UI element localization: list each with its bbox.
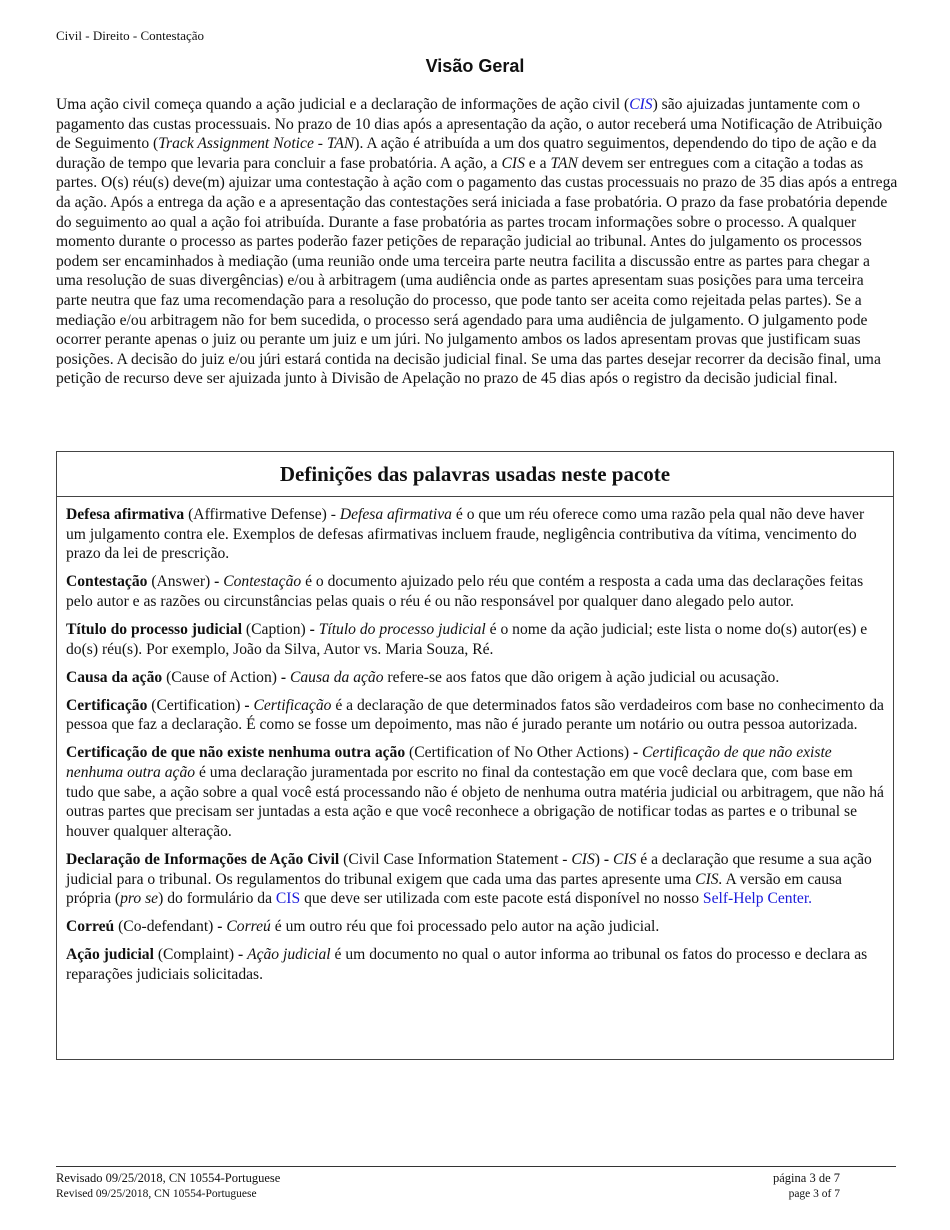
definition-term: Certificação de que não existe nenhuma outra ação xyxy=(66,744,406,762)
definition-english: (Answer) xyxy=(147,573,215,591)
page-title: Visão Geral xyxy=(425,56,525,76)
definition-text: que deve ser utilizada com este pacote está disponível no nosso xyxy=(300,890,703,908)
definition-english: (Cause of Action) xyxy=(162,668,281,686)
definition-italic: Defesa afirmativa xyxy=(339,506,452,523)
cis-term: CIS xyxy=(501,154,525,172)
definition-term: Título do processo judicial xyxy=(66,620,243,638)
definition-english: ) xyxy=(594,850,604,868)
definition-text: é o nome da ação judicial; este lista o nome do(s) autor(es) e do(s) réu(s). Por exemplo, João da Silva, Autor vs. Maria Souza, Ré. xyxy=(66,620,868,658)
definition-text: é um documento no qual o autor informa ao tribunal os fatos do processo e declara as reparações judiciais solicitadas. xyxy=(66,946,868,983)
overview-text: ) são ajuizadas juntamente com o pagamento das custas processuais. No prazo de 10 dias após a apresentação da ação, o autor receberá uma Notificação de Atribuição de Seguimento ( xyxy=(56,96,883,153)
definitions-heading: Definições das palavras usadas neste pacote xyxy=(57,452,893,497)
definition-english: (Caption) xyxy=(242,620,310,638)
definition-term: Defesa afirmativa xyxy=(66,506,185,523)
definition-italic: Contestação xyxy=(223,573,302,591)
definition-item xyxy=(66,696,884,735)
definition-italic: Ação judicial xyxy=(247,946,331,964)
definition-text: é um outro réu que foi processado pelo autor na ação judicial. xyxy=(270,918,660,936)
definition-item xyxy=(66,505,884,564)
footer-page-en: page 3 of 7 xyxy=(788,1188,840,1200)
definition-item xyxy=(66,743,884,841)
definition-italic: Correú xyxy=(226,918,271,936)
definition-item xyxy=(66,917,884,937)
self-help-center-link[interactable]: Self-Help Center. xyxy=(702,890,813,908)
definition-text: é o que um réu oferece como uma razão pela qual não deve haver um julgamento contra ele. Exemplos de defesas afirmativas incluem fraude, negligência contributiva da vítima, vencimento do prazo da lei de prescrição. xyxy=(66,506,865,563)
definition-text: ) do formulário da xyxy=(158,890,276,908)
definition-italic: Certificação de que não existe nenhuma outra ação xyxy=(66,744,832,782)
definition-item xyxy=(66,945,884,984)
cis-link[interactable]: CIS xyxy=(629,96,653,113)
footer-page-pt: página 3 de 7 xyxy=(773,1171,840,1185)
definition-english: (Certification) xyxy=(147,696,245,714)
definition-text: é uma declaração juramentada por escrito no final da contestação em que você declara que, com base em tudo que sabe, a ação sobre a qual você está processando não é objeto de nenhuma outra matéria judicial ou arbitragem, que não há outras partes que precisam ser juntadas a esta ação e que você reconhece a obrigação de notificar todas as partes e o tribunal se houver qualquer alteração. xyxy=(66,764,884,840)
definition-dash: - xyxy=(280,668,290,686)
definition-english: (Civil Case Information Statement - xyxy=(339,850,572,868)
definition-dash: - xyxy=(309,620,319,638)
overview-text: Uma ação civil começa quando a ação judicial e a declaração de informações de ação civil ( xyxy=(56,96,630,113)
definition-english: (Co-defendant) xyxy=(114,918,218,936)
definition-italic: CIS xyxy=(571,850,595,868)
definition-dash: - xyxy=(603,850,613,868)
running-header: Civil - Direito - Contestação xyxy=(56,28,205,43)
definition-text: A versão em causa própria ( xyxy=(66,870,842,908)
definition-dash: - xyxy=(214,573,224,591)
overview-text: e a xyxy=(524,154,551,172)
definition-item xyxy=(66,668,884,688)
definition-english: (Affirmative Defense) - xyxy=(184,506,340,523)
definition-term: Certificação xyxy=(66,696,148,714)
definition-dash: - xyxy=(244,696,254,714)
overview-text: devem ser entregues com a citação a todas as partes. O(s) réu(s) deve(m) ajuizar uma contestação à ação com o pagamento das custas processuais no prazo de 35 dias após a entrega da ação. Após a entrega da ação e a apresentação das contestações será iniciada a fase probatória. O prazo da fase probatória depende do seguimento ao qual a ação foi atribuída. Durante a fase probatória as partes trocam informações sobre o processo. A qualquer momento durante o processo as partes poderão fazer petições de reparação judicial ao tribunal. Antes do julgamento os processos podem ser encaminhados à mediação (uma reunião onde uma terceira parte neutra facilita a discussão entre as partes para chegar a uma resolução de suas divergências) e/ou à arbitragem (uma audiência onde as partes apresentam suas posições para uma terceira parte neutra que faz uma recomendação para a resolução do processo, que pode tanto ser aceita como rejeitada pelas partes). Se a mediação e/ou arbitragem não for bem sucedida, o processo será agendado para uma audiência de julgamento. O julgamento pode ocorrer perante apenas o juiz ou perante um juiz e um júri. No julgamento ambos os lados apresentam provas que justificam suas posições. A decisão do juiz e/ou júri estará contida na decisão judicial final. Se uma das partes desejar recorrer da decisão final, uma petição de recurso deve ser ajuizada junto à Divisão de Apelação no prazo de 45 dias após o registro da decisão judicial final. xyxy=(56,154,898,388)
definition-term: Declaração de Informações de Ação Civil xyxy=(66,850,340,868)
definition-italic: CIS xyxy=(612,850,637,868)
definitions-list xyxy=(57,497,893,984)
definition-text: é o documento ajuizado pelo réu que contém a resposta a cada uma das declarações feitas pelo autor e as razões ou circunstâncias pelas quais o réu é ou não responsável por qualquer dano alegado pelo autor. xyxy=(66,573,864,610)
cis-form-link[interactable]: CIS xyxy=(275,890,301,908)
footer-divider xyxy=(56,1166,896,1167)
definition-item-cis xyxy=(66,850,884,909)
definition-text: refere-se aos fatos que dão origem à ação judicial ou acusação. xyxy=(383,668,780,686)
overview-text: ). A ação é atribuída a um dos quatro seguimentos, dependendo do tipo de ação e da duração de tempo que levaria para concluir a fase probatória. A ação, a xyxy=(56,135,877,172)
footer-revised-en: Revised 09/25/2018, CN 10554-Portuguese xyxy=(56,1188,257,1200)
definition-italic: Título do processo judicial xyxy=(318,620,486,638)
definition-text: é a declaração de que determinados fatos são verdadeiros com base no conhecimento da pessoa que faz a declaração. É como se fosse um depoimento, mas não é jurado perante um notário ou outra pessoa autorizada. xyxy=(66,696,884,734)
definition-english: (Certification of No Other Actions) xyxy=(405,744,633,762)
definitions-box xyxy=(56,451,894,1060)
definition-item xyxy=(66,620,884,659)
definition-dash: - xyxy=(237,946,248,964)
definition-dash: - xyxy=(632,744,643,762)
overview-paragraph xyxy=(56,95,898,389)
definition-italic: pro se xyxy=(120,890,159,908)
definition-italic: Causa da ação xyxy=(289,668,384,686)
definition-term: Ação judicial xyxy=(66,946,154,964)
definition-term: Correú xyxy=(66,918,115,936)
tan-term: TAN xyxy=(550,154,578,172)
tan-term: Track Assignment Notice - TAN xyxy=(158,135,355,153)
definition-term: Contestação xyxy=(66,573,148,591)
definition-text: é a declaração que resume a sua ação judicial para o tribunal. Os regulamentos do tribunal exigem que cada uma das partes apresente uma xyxy=(66,850,872,888)
definition-dash: - xyxy=(217,918,227,936)
definition-term: Causa da ação xyxy=(66,668,163,686)
definition-english: (Complaint) xyxy=(153,946,238,964)
definition-italic: CIS. xyxy=(695,870,723,888)
footer-revised-pt: Revisado 09/25/2018, CN 10554-Portuguese xyxy=(56,1171,281,1185)
definition-italic: Certificação xyxy=(253,696,332,714)
definition-item xyxy=(66,572,884,611)
